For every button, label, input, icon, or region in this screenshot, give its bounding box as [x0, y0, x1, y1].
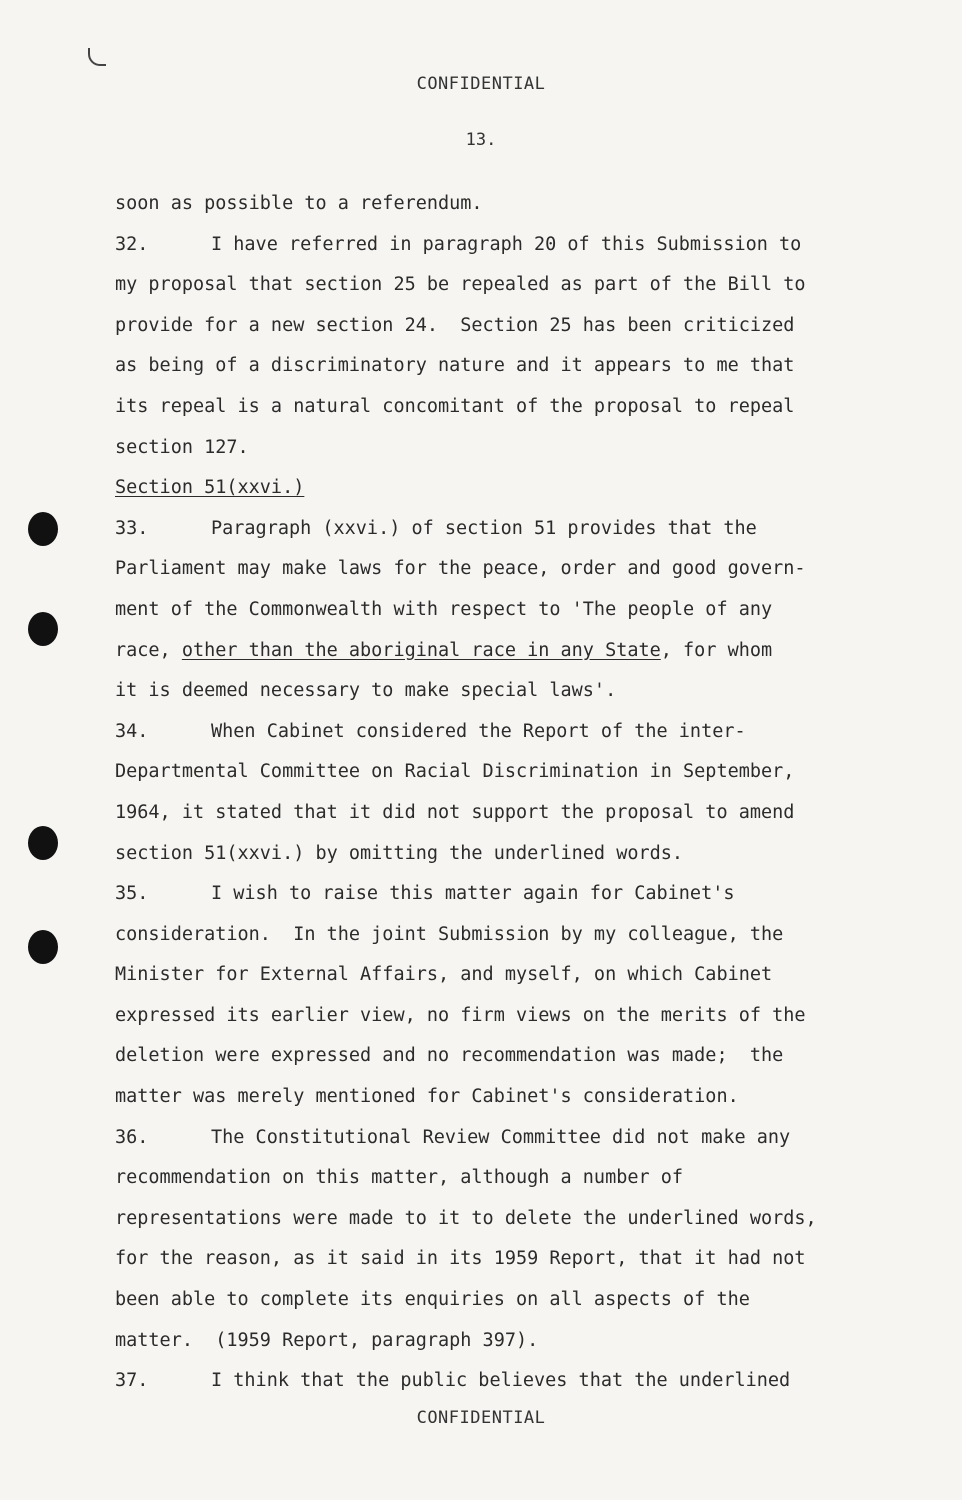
underlined-words: other than the aboriginal race in any State — [181, 639, 661, 661]
text-line: expressed its earlier view, no firm views on the merits of the — [115, 1004, 806, 1026]
paragraph-36-first-line — [115, 1118, 875, 1159]
paragraph-number: 35. — [115, 883, 149, 905]
text-fragment: race, — [115, 639, 182, 661]
text-line: The Constitutional Review Committee did not make any — [211, 1126, 791, 1148]
text-line: section 51(xxvi.) by omitting the underlined words. — [115, 842, 684, 864]
paragraph-37-first-line — [115, 1361, 875, 1402]
paragraph-35-first-line — [115, 874, 875, 915]
corner-bracket-mark — [88, 48, 106, 66]
document-body — [115, 184, 875, 1402]
text-fragment: , for whom — [660, 639, 773, 661]
text-line: Minister for External Affairs, and myself, on which Cabinet — [115, 964, 773, 986]
paragraph-number: 34. — [115, 720, 149, 742]
text-line: for the reason, as it said in its 1959 Report, that it had not — [115, 1248, 806, 1270]
text-line: When Cabinet considered the Report of the inter- — [211, 720, 746, 742]
paragraph-number: 32. — [115, 233, 149, 255]
footer-classification: CONFIDENTIAL — [416, 1408, 546, 1428]
paragraph-32-first-line — [115, 225, 875, 266]
text-line: recommendation on this matter, although a number of — [115, 1167, 684, 1189]
text-line: I wish to raise this matter again for Cabinet's — [211, 883, 735, 905]
text-line: matter was merely mentioned for Cabinet's consideration. — [115, 1086, 739, 1108]
text-line: my proposal that section 25 be repealed as part of the Bill to — [115, 274, 806, 296]
text-line: representations were made to it to delete the underlined words, — [115, 1207, 817, 1229]
paragraph-number: 33. — [115, 517, 149, 539]
punch-hole — [28, 826, 58, 860]
text-line: 1964, it stated that it did not support the proposal to amend — [115, 801, 795, 823]
paragraph-number: 37. — [115, 1370, 149, 1392]
paragraph-34-first-line — [115, 712, 875, 753]
text-line: it is deemed necessary to make special laws'. — [115, 680, 617, 702]
text-line: as being of a discriminatory nature and it appears to me that — [115, 355, 795, 377]
punch-hole — [28, 930, 58, 964]
text-line: consideration. In the joint Submission by my colleague, the — [115, 923, 784, 945]
text-line: deletion were expressed and no recommendation was made; the — [115, 1045, 784, 1067]
text-line: its repeal is a natural concomitant of the proposal to repeal — [115, 395, 795, 417]
page-number: 13. — [465, 130, 497, 150]
header-classification: CONFIDENTIAL — [416, 74, 546, 94]
punch-hole — [28, 612, 58, 646]
paragraph-number: 36. — [115, 1126, 149, 1148]
text-line: provide for a new section 24. Section 25 has been criticized — [115, 314, 795, 336]
paragraph-33-first-line — [115, 509, 875, 550]
text-line: ment of the Commonwealth with respect to 'The people of any — [115, 598, 773, 620]
text-line-with-underline — [115, 631, 875, 672]
text-line: soon as possible to a referendum. — [115, 193, 483, 214]
text-line: Departmental Committee on Racial Discrimination in September, — [115, 761, 795, 783]
text-line: been able to complete its enquiries on all aspects of the — [115, 1289, 750, 1311]
text-line: Parliament may make laws for the peace, order and good govern- — [115, 558, 806, 580]
text-line: Paragraph (xxvi.) of section 51 provides that the — [211, 517, 757, 539]
text-line: matter. (1959 Report, paragraph 397). — [115, 1329, 539, 1351]
punch-hole — [28, 512, 58, 546]
text-line: I have referred in paragraph 20 of this Submission to — [211, 233, 802, 255]
section-heading: Section 51(xxvi.) — [115, 477, 305, 499]
text-line: section 127. — [115, 436, 249, 458]
text-line: I think that the public believes that the underlined — [211, 1370, 791, 1392]
